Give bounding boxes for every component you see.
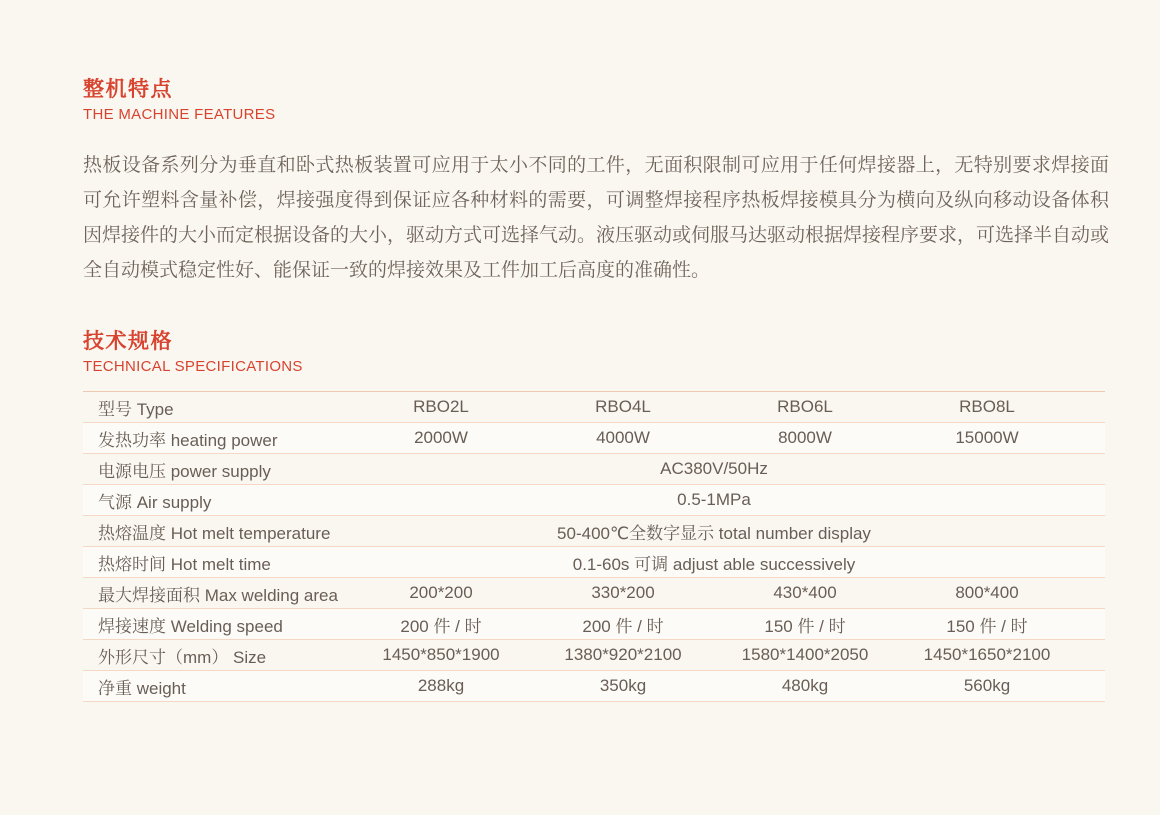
- spec-value-span: 50-400℃全数字显示 total number display: [557, 523, 871, 543]
- specs-title-cn: 技术规格: [83, 330, 173, 353]
- spec-value-span: 0.1-60s 可调 adjust able successively: [572, 554, 856, 574]
- table-row: [83, 392, 1105, 423]
- section-technical-specifications: [83, 330, 1160, 702]
- spec-value: 800*400: [955, 583, 1019, 602]
- paragraph-line: 可允许塑料含量补偿，焊接强度得到保证应各种材料的需要，可调整焊接程序热板焊接模具分为横向及纵向移动设备体积: [83, 190, 1109, 211]
- spec-label: 型号 Type: [98, 399, 174, 419]
- specs-table: [83, 391, 1105, 702]
- spec-value: 150 件 / 时: [946, 616, 1028, 636]
- table-row: [83, 454, 1105, 485]
- spec-value: 1450*1650*2100: [923, 645, 1051, 664]
- spec-label: 电源电压 power supply: [98, 461, 271, 481]
- spec-label: 热熔时间 Hot melt time: [98, 554, 271, 574]
- spec-value: 2000W: [414, 428, 468, 447]
- spec-value: 200 件 / 时: [582, 616, 664, 636]
- table-row: [83, 671, 1105, 702]
- spec-label: 气源 Air supply: [98, 492, 212, 512]
- spec-value: 330*200: [591, 583, 655, 602]
- spec-value: 150 件 / 时: [764, 616, 846, 636]
- spec-value: 200 件 / 时: [400, 616, 482, 636]
- spec-value: 15000W: [955, 428, 1019, 447]
- spec-value: 4000W: [596, 428, 650, 447]
- specs-title-en: TECHNICAL SPECIFICATIONS: [83, 358, 303, 375]
- table-row: [83, 516, 1105, 547]
- paragraph-line: 因焊接件的大小而定根据设备的大小，驱动方式可选择气动。液压驱动或伺服马达驱动根据焊接程序要求，可选择半自动或: [83, 225, 1110, 246]
- table-row: [83, 609, 1105, 640]
- spec-value: 1380*920*2100: [564, 645, 682, 664]
- spec-label: 最大焊接面积 Max welding area: [98, 585, 338, 605]
- spec-label: 净重 weight: [98, 678, 186, 698]
- spec-value: 560kg: [963, 676, 1011, 695]
- table-row: [83, 640, 1105, 671]
- spec-value: RBO2L: [413, 397, 469, 416]
- spec-value: 8000W: [778, 428, 832, 447]
- spec-label: 发热功率 heating power: [98, 430, 278, 450]
- spec-value: 350kg: [599, 676, 647, 695]
- spec-label: 焊接速度 Welding speed: [98, 616, 283, 636]
- spec-label: 热熔温度 Hot melt temperature: [98, 523, 331, 543]
- spec-value: RBO4L: [595, 397, 651, 416]
- spec-value: RBO6L: [777, 397, 833, 416]
- spec-label: 外形尺寸（mm） Size: [98, 647, 267, 667]
- spec-value-span: AC380V/50Hz: [660, 459, 768, 478]
- spec-value: RBO8L: [959, 397, 1015, 416]
- spec-value: 1450*850*1900: [382, 645, 500, 664]
- spec-value: 480kg: [781, 676, 829, 695]
- spec-value: 1580*1400*2050: [741, 645, 869, 664]
- spec-value: 288kg: [417, 676, 465, 695]
- paragraph-line: 热板设备系列分为垂直和卧式热板装置可应用于太小不同的工件，无面积限制可应用于任何焊接器上，无特别要求焊接面: [83, 155, 1109, 176]
- table-row: [83, 547, 1105, 578]
- table-row: [83, 578, 1105, 609]
- table-row: [83, 423, 1105, 454]
- spec-value: 430*400: [773, 583, 837, 602]
- features-title-en: THE MACHINE FEATURES: [83, 106, 276, 123]
- spec-value: 200*200: [409, 583, 473, 602]
- paragraph-line: 全自动模式稳定性好、能保证一致的焊接效果及工件加工后高度的准确性。: [83, 260, 711, 281]
- features-title-cn: 整机特点: [83, 78, 173, 101]
- features-paragraph: [83, 148, 1109, 288]
- spec-value-span: 0.5-1MPa: [677, 490, 751, 509]
- section-machine-features: [83, 78, 1160, 288]
- table-row: [83, 485, 1105, 516]
